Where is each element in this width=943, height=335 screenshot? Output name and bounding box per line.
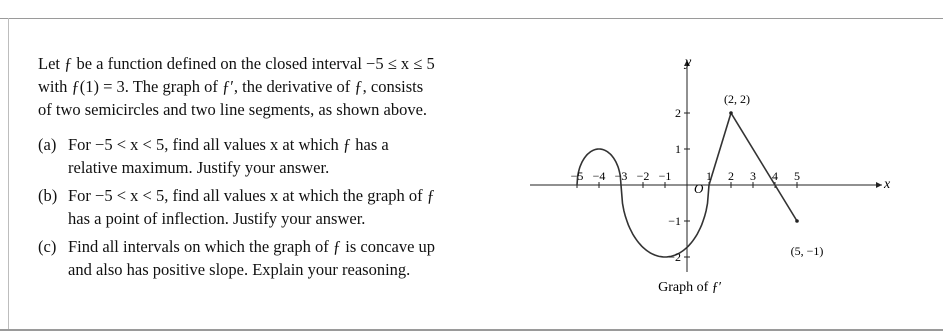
part-c-line-1: Find all intervals on which the graph of ƒ is concave up bbox=[68, 237, 436, 256]
point-label: (2, 2) bbox=[724, 92, 750, 106]
x-tick-label: −2 bbox=[636, 169, 650, 183]
line-segment bbox=[731, 113, 797, 221]
y-tick-label: −2 bbox=[668, 250, 681, 264]
intro-line-1: Let ƒ be a function defined on the closed interval −5 ≤ x ≤ 5 bbox=[38, 54, 435, 73]
part-a-label: (a) bbox=[38, 135, 57, 154]
graph-labels bbox=[571, 92, 824, 264]
problem-intro bbox=[38, 52, 518, 121]
x-tick-label: 1 bbox=[706, 169, 712, 183]
part-c-line-2: and also has positive slope. Explain your reasoning. bbox=[68, 260, 411, 279]
derivative-curve bbox=[577, 111, 799, 257]
part-a-line-1: For −5 < x < 5, find all values x at which ƒ has a bbox=[68, 135, 389, 154]
y-tick-label: 1 bbox=[675, 142, 681, 156]
x-tick-label: 2 bbox=[728, 169, 734, 183]
x-tick-label: −5 bbox=[570, 169, 584, 183]
y-tick-label: −1 bbox=[668, 214, 681, 228]
axes bbox=[530, 60, 882, 272]
part-c bbox=[38, 235, 518, 281]
x-tick-label: 5 bbox=[794, 169, 800, 183]
x-axis-label: x bbox=[884, 177, 891, 192]
point-label: (5, −1) bbox=[790, 244, 824, 258]
part-a-text bbox=[68, 133, 518, 179]
part-b-line-2: has a point of inflection. Justify your answer. bbox=[68, 209, 366, 228]
part-b-text bbox=[68, 184, 518, 230]
x-tick-label: −4 bbox=[592, 169, 606, 183]
intro-line-3: of two semicircles and two line segments, as shown above. bbox=[38, 100, 428, 119]
derivative-graph bbox=[520, 40, 900, 300]
point-marker bbox=[795, 219, 799, 223]
problem-text bbox=[38, 52, 518, 286]
y-tick-label: 2 bbox=[675, 106, 681, 120]
bottom-rule bbox=[0, 329, 943, 331]
x-tick-label: 4 bbox=[772, 169, 778, 183]
part-a bbox=[38, 133, 518, 179]
left-rule bbox=[8, 18, 9, 331]
part-c-label: (c) bbox=[38, 237, 57, 256]
point-marker bbox=[729, 111, 733, 115]
x-tick-label: −3 bbox=[614, 169, 628, 183]
part-a-line-2: relative maximum. Justify your answer. bbox=[68, 158, 330, 177]
top-rule bbox=[0, 18, 943, 19]
x-tick-label: 3 bbox=[750, 169, 756, 183]
x-tick-label: −1 bbox=[658, 169, 672, 183]
part-b-line-1: For −5 < x < 5, find all values x at which the graph of ƒ bbox=[68, 186, 436, 205]
y-axis-label: y bbox=[685, 55, 692, 70]
part-b-label: (b) bbox=[38, 186, 58, 205]
part-b bbox=[38, 184, 518, 230]
origin-label: O bbox=[694, 181, 704, 196]
graph-caption: Graph of ƒ′ bbox=[658, 280, 722, 295]
intro-line-2: with ƒ(1) = 3. The graph of ƒ′, the derivative of ƒ, consists bbox=[38, 77, 424, 96]
part-c-text bbox=[68, 235, 518, 281]
